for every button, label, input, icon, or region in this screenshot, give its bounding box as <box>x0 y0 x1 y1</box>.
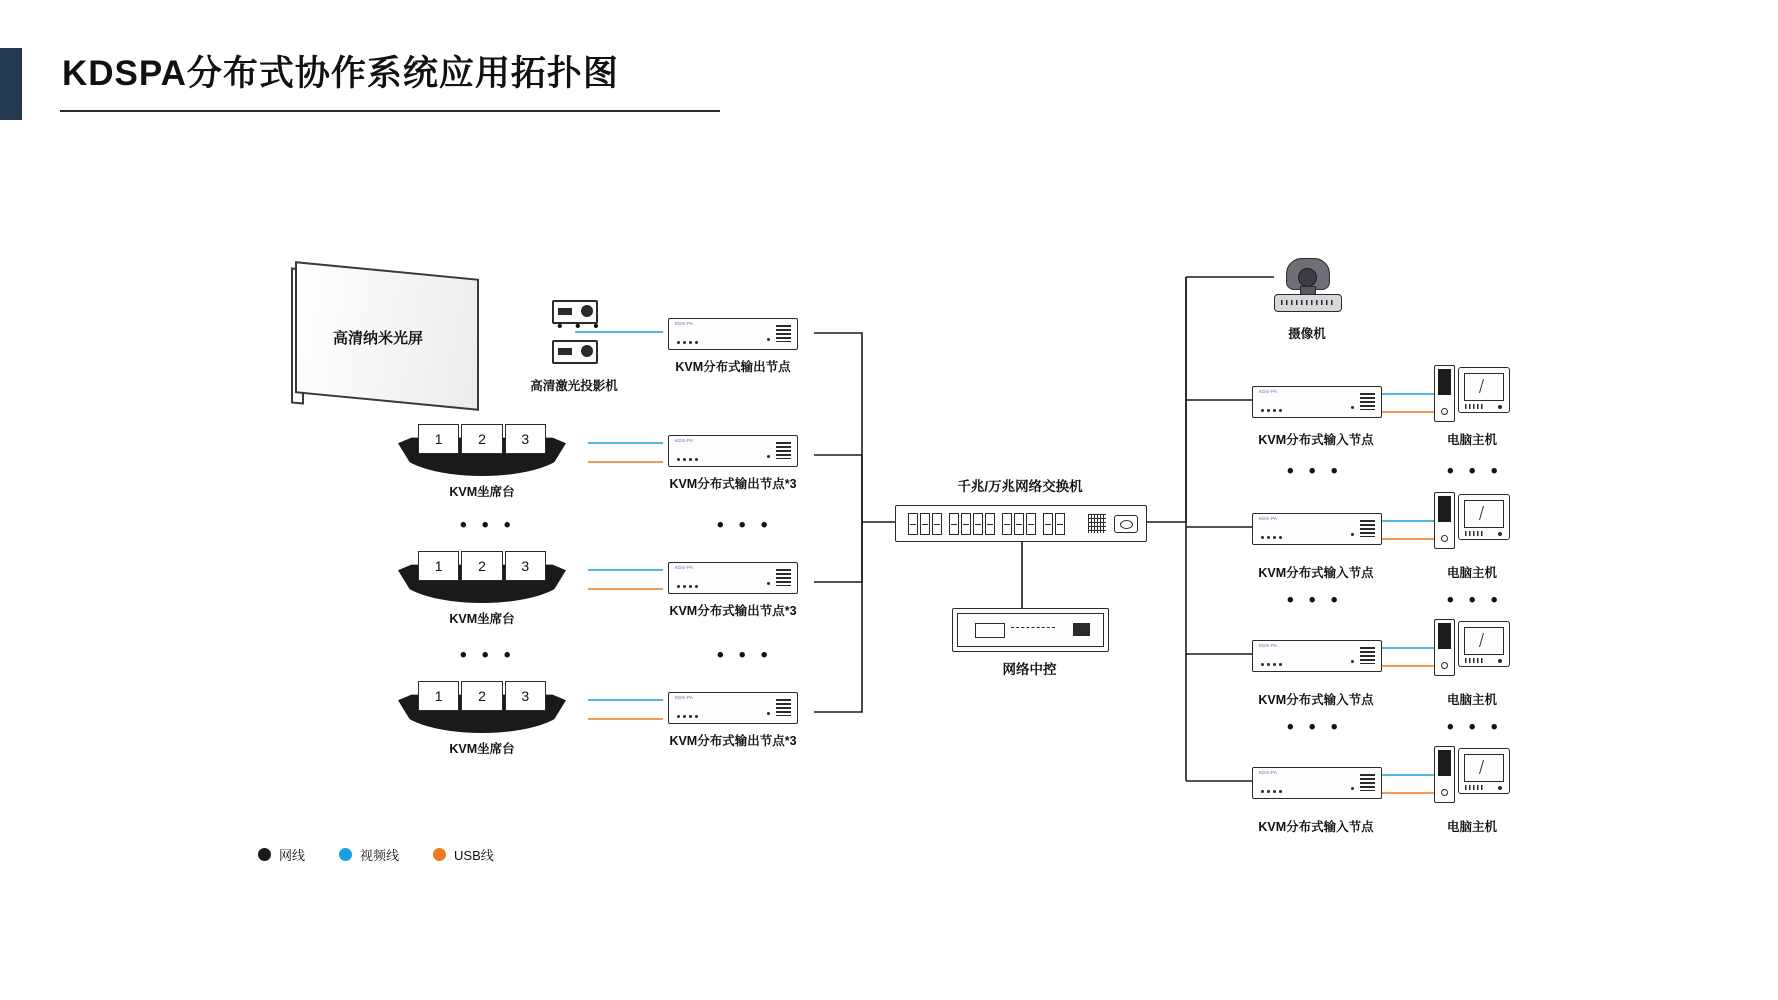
legend-item-usb <box>433 845 494 864</box>
node-grill-icon <box>1360 774 1375 791</box>
pc-1 <box>1434 365 1508 423</box>
kvm-output-node-3-label: KVM分布式输出节点*3 <box>669 604 797 618</box>
pc-power-button-icon <box>1441 662 1448 669</box>
ctrl-display-icon <box>975 623 1005 638</box>
pc-ellipsis-2: • • • <box>1447 590 1503 611</box>
network-switch <box>895 505 1147 542</box>
console-monitor-3: 3 <box>505 551 546 581</box>
projector-bottom <box>552 340 598 364</box>
node-indicator-icon <box>767 338 770 341</box>
switch-ports <box>908 513 1065 535</box>
pc-screen <box>1464 754 1504 782</box>
pc-2-label: 电脑主机 <box>1446 566 1497 580</box>
node-led-icons <box>677 341 698 344</box>
node-led-icons <box>677 715 698 718</box>
legend-item-network <box>258 845 305 864</box>
console-ellipsis-2: • • • <box>460 645 516 666</box>
node-tag: KDS-PA <box>1259 770 1278 775</box>
kvm-input-node-4 <box>1252 767 1382 799</box>
node-grill-icon <box>776 699 791 716</box>
input-ellipsis-1: • • • <box>1287 461 1343 482</box>
legend-label-video: 视频线 <box>360 848 400 863</box>
pc-ellipsis-1: • • • <box>1447 461 1503 482</box>
pc-tower <box>1434 492 1455 549</box>
pc-tower-face <box>1438 750 1451 776</box>
console-monitor-2: 2 <box>461 424 502 454</box>
kvm-output-node-2 <box>668 435 798 467</box>
node-tag: KDS-PA <box>675 565 694 570</box>
central-control-label: 网络中控 <box>1002 662 1057 677</box>
switch-port-group-3 <box>1002 513 1036 535</box>
kvm-output-node-1 <box>668 318 798 350</box>
kvm-console-3-label: KVM坐席台 <box>449 742 515 756</box>
pc-1-label: 电脑主机 <box>1446 433 1497 447</box>
pc-monitor <box>1458 367 1510 413</box>
projector-lens-icon <box>581 305 593 317</box>
console-monitors <box>418 424 546 454</box>
legend <box>258 845 494 864</box>
switch-port-group-1 <box>908 513 942 535</box>
switch-port-group-2 <box>949 513 995 535</box>
pc-monitor <box>1458 621 1510 667</box>
pc-monitor-led-icon <box>1498 786 1502 790</box>
switch-vent-icon <box>1088 514 1106 533</box>
title-accent-bar <box>0 48 22 120</box>
page-title: KDSPA分布式协作系统应用拓扑图 <box>62 54 619 93</box>
node-led-icons <box>1261 790 1282 793</box>
pc-screen <box>1464 627 1504 655</box>
kvm-output-node-4-label: KVM分布式输出节点*3 <box>669 734 797 748</box>
pc-screen <box>1464 373 1504 401</box>
pc-monitor <box>1458 494 1510 540</box>
node-grill-icon <box>776 325 791 342</box>
console-monitor-3: 3 <box>505 681 546 711</box>
pc-monitor <box>1458 748 1510 794</box>
kvm-console-2-label: KVM坐席台 <box>449 612 515 626</box>
camera-base <box>1274 294 1342 312</box>
output-ellipsis-2: • • • <box>717 645 773 666</box>
switch-port-group-4 <box>1043 513 1065 535</box>
node-indicator-icon <box>1351 533 1354 536</box>
kvm-console-1-label: KVM坐席台 <box>449 485 515 499</box>
pc-ellipsis-3: • • • <box>1447 717 1503 738</box>
kvm-input-node-2-label: KVM分布式输入节点 <box>1258 566 1374 580</box>
node-indicator-icon <box>767 455 770 458</box>
projector-slot-icon <box>558 348 572 355</box>
pc-4 <box>1434 746 1508 804</box>
legend-swatch-usb-icon <box>433 848 446 861</box>
node-grill-icon <box>776 442 791 459</box>
legend-item-video <box>339 845 399 864</box>
node-grill-icon <box>1360 647 1375 664</box>
node-grill-icon <box>1360 393 1375 410</box>
node-grill-icon <box>1360 520 1375 537</box>
kvm-console-3 <box>398 681 566 733</box>
pc-power-button-icon <box>1441 789 1448 796</box>
pc-screen <box>1464 500 1504 528</box>
pc-tower <box>1434 619 1455 676</box>
pc-monitor-led-icon <box>1498 405 1502 409</box>
input-ellipsis-3: • • • <box>1287 717 1343 738</box>
switch-badge-icon <box>1114 515 1138 533</box>
pc-tower-face <box>1438 623 1451 649</box>
ctrl-button-icon <box>1073 623 1090 636</box>
pc-power-button-icon <box>1441 408 1448 415</box>
node-indicator-icon <box>767 712 770 715</box>
projector-slot-icon <box>558 308 572 315</box>
pc-keys-icon <box>1465 531 1485 536</box>
output-ellipsis-1: • • • <box>717 515 773 536</box>
pc-monitor-led-icon <box>1498 659 1502 663</box>
node-led-icons <box>1261 663 1282 666</box>
node-indicator-icon <box>767 582 770 585</box>
pc-monitor-led-icon <box>1498 532 1502 536</box>
kvm-console-1 <box>398 424 566 476</box>
kvm-input-node-4-label: KVM分布式输入节点 <box>1258 820 1374 834</box>
legend-label-usb: USB线 <box>454 848 494 863</box>
kvm-output-node-1-label: KVM分布式输出节点 <box>675 360 791 374</box>
node-indicator-icon <box>1351 660 1354 663</box>
kvm-output-node-4 <box>668 692 798 724</box>
title-underline <box>60 110 720 112</box>
node-tag: KDS-PA <box>675 695 694 700</box>
switch-label: 千兆/万兆网络交换机 <box>957 479 1083 494</box>
camera-device <box>1272 258 1342 320</box>
pc-tower-face <box>1438 369 1451 395</box>
legend-swatch-network-icon <box>258 848 271 861</box>
input-ellipsis-2: • • • <box>1287 590 1343 611</box>
node-led-icons <box>1261 409 1282 412</box>
pc-keys-icon <box>1465 658 1485 663</box>
console-monitors <box>418 681 546 711</box>
projector-ellipsis: • • • <box>557 318 603 335</box>
pc-tower <box>1434 746 1455 803</box>
node-led-icons <box>677 585 698 588</box>
console-monitors <box>418 551 546 581</box>
camera-label: 摄像机 <box>1288 327 1326 341</box>
console-monitor-1: 1 <box>418 424 459 454</box>
kvm-input-node-3-label: KVM分布式输入节点 <box>1258 693 1374 707</box>
pc-3 <box>1434 619 1508 677</box>
pc-keys-icon <box>1465 404 1485 409</box>
node-tag: KDS-PA <box>675 438 694 443</box>
pc-2 <box>1434 492 1508 550</box>
kvm-input-node-2 <box>1252 513 1382 545</box>
kvm-console-2 <box>398 551 566 603</box>
kvm-input-node-1-label: KVM分布式输入节点 <box>1258 433 1374 447</box>
console-monitor-1: 1 <box>418 551 459 581</box>
node-grill-icon <box>776 569 791 586</box>
projector-lens-icon <box>581 345 593 357</box>
pc-4-label: 电脑主机 <box>1446 820 1497 834</box>
node-tag: KDS-PA <box>1259 516 1278 521</box>
kvm-input-node-1 <box>1252 386 1382 418</box>
node-led-icons <box>1261 536 1282 539</box>
console-ellipsis-1: • • • <box>460 515 516 536</box>
pc-keys-icon <box>1465 785 1485 790</box>
screen-label: 高清纳米光屏 <box>333 330 424 347</box>
pc-tower <box>1434 365 1455 422</box>
node-led-icons <box>677 458 698 461</box>
kvm-output-node-3 <box>668 562 798 594</box>
ctrl-dashes-icon <box>1011 627 1055 628</box>
legend-label-network: 网线 <box>279 848 306 863</box>
kvm-input-node-3 <box>1252 640 1382 672</box>
camera-lens-icon <box>1298 268 1317 287</box>
kvm-output-node-2-label: KVM分布式输出节点*3 <box>669 477 797 491</box>
legend-swatch-video-icon <box>339 848 352 861</box>
console-monitor-3: 3 <box>505 424 546 454</box>
pc-3-label: 电脑主机 <box>1446 693 1497 707</box>
projector-label: 高清激光投影机 <box>530 379 618 393</box>
console-monitor-1: 1 <box>418 681 459 711</box>
pc-tower-face <box>1438 496 1451 522</box>
node-tag: KDS-PA <box>1259 389 1278 394</box>
network-central-control <box>952 608 1109 652</box>
node-indicator-icon <box>1351 787 1354 790</box>
pc-power-button-icon <box>1441 535 1448 542</box>
node-tag: KDS-PA <box>1259 643 1278 648</box>
console-monitor-2: 2 <box>461 551 502 581</box>
console-monitor-2: 2 <box>461 681 502 711</box>
node-tag: KDS-PA <box>675 321 694 326</box>
node-indicator-icon <box>1351 406 1354 409</box>
